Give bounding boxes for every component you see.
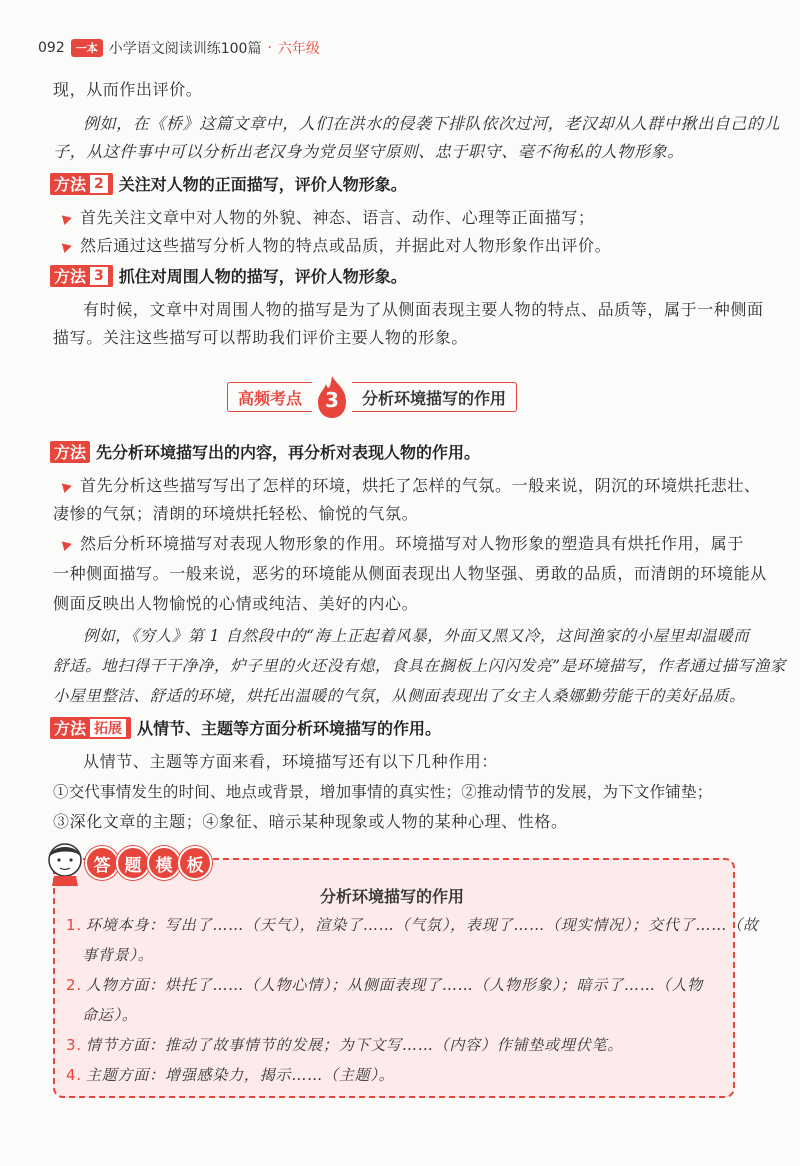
template-item-cont: 事背景）。 <box>82 946 154 964</box>
template-item-cont: 命运）。 <box>82 1006 138 1024</box>
method-title: 关注对人物的正面描写，评价人物形象。 <box>118 175 407 194</box>
bullet-icon <box>62 241 73 253</box>
bullet-text: 然后分析环境描写对表现人物形象的作用。环境描写对人物形象的塑造具有烘托作用，属于 <box>80 534 745 553</box>
example-line: 小屋里整洁、舒适的环境，烘托出温暖的气氛，从侧面表现出了女主人桑娜勤劳能干的美好品质。 <box>53 687 746 705</box>
method-title: 先分析环境描写出的内容，再分析对表现人物的作用。 <box>96 443 481 462</box>
method-3-heading <box>50 264 407 287</box>
paragraph-line: 侧面反映出人物愉悦的心情或纯洁、美好的内心。 <box>53 594 419 613</box>
bullet-text: 然后通过这些描写分析人物的特点或品质，并据此对人物形象作出评价。 <box>80 236 612 255</box>
template-item-text: 主题方面：增强感染力，揭示……（主题）。 <box>85 1066 395 1084</box>
bullet-text: 首先分析这些描写写出了怎样的环境，烘托了怎样的气氛。一般来说，阴沉的环境烘托悲壮、 <box>80 476 761 495</box>
template-item-text: 情节方面：推动了故事情节的发展；为下文写……（内容）作铺垫或埋伏笔。 <box>85 1036 624 1054</box>
example-line: 舒适。地扫得干干净净，炉子里的火还没有熄，食具在搁板上闪闪发亮”是环境描写，作者通过描写渔家 <box>53 657 787 675</box>
method-tag <box>50 717 131 739</box>
paragraph-line: 从情节、主题等方面来看，环境描写还有以下几种作用： <box>83 752 499 771</box>
section-title: 分析环境描写的作用 <box>352 382 517 412</box>
method-2-heading <box>50 172 407 195</box>
method-tag <box>50 265 113 287</box>
method-tag: 方法 <box>50 441 90 463</box>
template-item-number: 1. <box>66 916 82 934</box>
template-item <box>66 1030 623 1060</box>
bullet-icon <box>62 539 73 551</box>
method-number: 3 <box>89 266 109 286</box>
template-item-number: 3. <box>66 1036 82 1054</box>
bullet-icon <box>62 213 73 225</box>
method-ext-label: 拓展 <box>89 718 127 738</box>
template-item-text: 人物方面：烘托了……（人物心情）；从侧面表现了……（人物形象）；暗示了……（人物 <box>85 976 703 994</box>
bullet-item <box>63 530 744 558</box>
bullet-item <box>63 232 611 260</box>
bullet-text: 首先关注文章中对人物的外貌、神态、语言、动作、心理等正面描写； <box>80 208 595 227</box>
method-tag <box>50 173 113 195</box>
section-heading <box>227 380 557 414</box>
badge-char: 题 <box>116 846 150 880</box>
method-tag-label: 方法 <box>54 267 87 286</box>
example-line: 例如，在《桥》这篇文章中，人们在洪水的侵袭下排队依次过河，老汉却从人群中揪出自己的儿 <box>83 114 781 133</box>
template-item <box>66 970 703 1000</box>
method-title: 从情节、主题等方面分析环境描写的作用。 <box>137 719 442 738</box>
template-item-number: 4. <box>66 1066 82 1084</box>
paragraph-line: ③深化文章的主题；④象征、暗示某种现象或人物的某种心理、性格。 <box>53 812 568 831</box>
badge-char: 答 <box>85 846 119 880</box>
method-tag-label: 方法 <box>54 719 87 738</box>
page-header <box>38 38 320 58</box>
template-item-number: 2. <box>66 976 82 994</box>
example-line: 例如，《穷人》第 1 自然段中的“海上正起着风暴，外面又黑又冷，这间渔家的小屋里却温暖而 <box>83 627 750 645</box>
section-number: 3 <box>325 388 339 412</box>
template-item-text: 环境本身：写出了……（天气），渲染了……（气氛），表现了……（现实情况）；交代了……（故 <box>85 916 759 934</box>
bullet-item <box>63 204 595 232</box>
intro-line: 现，从而作出评价。 <box>53 80 203 99</box>
brand-logo: 一本 <box>71 39 103 57</box>
answer-template-badge <box>42 838 212 888</box>
header-separator: · <box>267 40 272 56</box>
grade-label: 六年级 <box>277 41 320 57</box>
paragraph-line: 一种侧面描写。一般来说，恶劣的环境能从侧面表现出人物坚强、勇敢的品质，而清朗的环境能从 <box>53 564 767 583</box>
template-item <box>66 1060 394 1090</box>
template-title: 分析环境描写的作用 <box>319 887 464 906</box>
badge-char: 板 <box>178 846 212 880</box>
badge-char: 模 <box>147 846 181 880</box>
method-env-heading <box>50 440 480 463</box>
paragraph-line: 有时候，文章中对周围人物的描写是为了从侧面表现主要人物的特点、品质等，属于一种侧面 <box>83 300 764 319</box>
method-number: 2 <box>89 174 109 194</box>
paragraph-line: 描写。关注这些描写可以帮助我们评价主要人物的形象。 <box>53 328 469 347</box>
paragraph-line: ①交代事情发生的时间、地点或背景，增加事情的真实性；②推动情节的发展，为下文作铺垫； <box>53 783 713 801</box>
flame-icon <box>312 374 352 420</box>
paragraph-line: 凄惨的气氛；清朗的环境烘托轻松、愉悦的气氛。 <box>53 504 419 523</box>
method-title: 抓住对周围人物的描写，评价人物形象。 <box>118 267 407 286</box>
student-avatar-icon <box>42 838 88 888</box>
book-title: 小学语文阅读训练100篇 <box>108 41 262 57</box>
method-tag-label: 方法 <box>54 175 87 194</box>
bullet-item <box>63 472 761 500</box>
template-item <box>66 910 759 940</box>
method-ext-heading <box>50 716 441 739</box>
bullet-icon <box>62 481 73 493</box>
page-number: 092 <box>38 40 65 56</box>
section-label: 高频考点 <box>227 382 312 412</box>
example-line: 子，从这件事中可以分析出老汉身为党员坚守原则、忠于职守、毫不徇私的人物形象。 <box>53 142 684 161</box>
